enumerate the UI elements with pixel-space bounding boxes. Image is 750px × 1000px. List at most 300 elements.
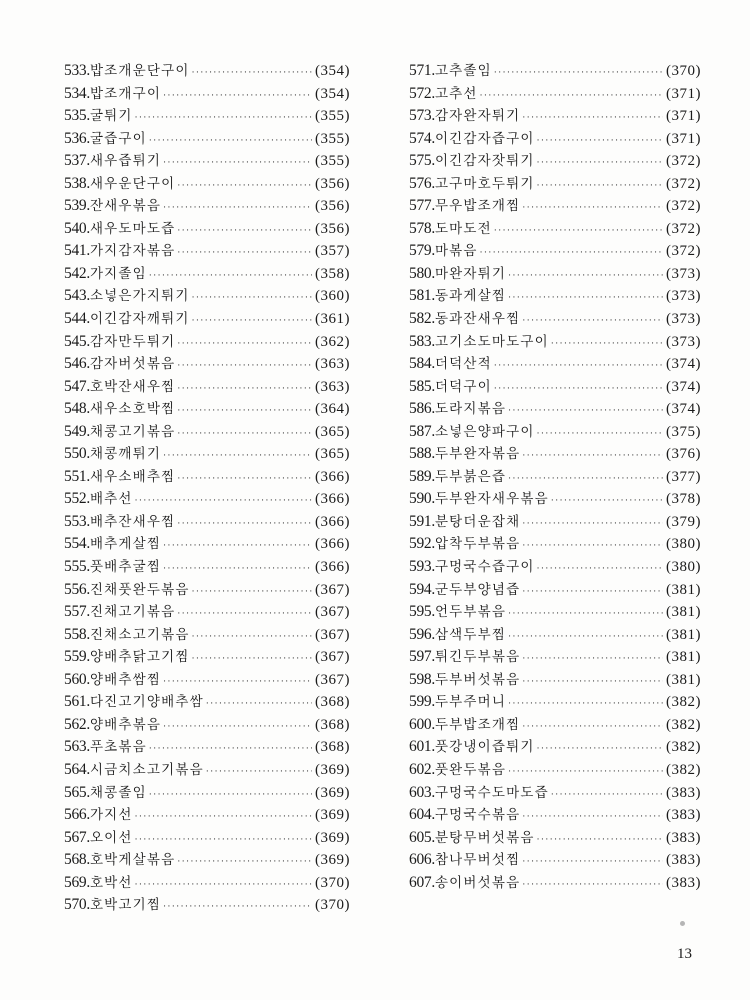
dot-leader [135, 829, 312, 852]
toc-entry [409, 331, 701, 354]
entry-number: 560. [64, 670, 90, 688]
entry-number: 574. [409, 129, 435, 147]
entry-page: (382) [666, 694, 701, 711]
dot-leader [135, 874, 312, 897]
entry-title: 진채고기볶음 [89, 604, 176, 621]
entry-page: (362) [315, 333, 350, 350]
toc-entry [409, 691, 701, 714]
entry-page: (381) [666, 671, 701, 688]
toc-entry [64, 285, 350, 308]
entry-page: (367) [315, 649, 350, 666]
toc-entry [64, 759, 350, 782]
entry-title: 채콩졸임 [89, 784, 147, 801]
entry-page: (367) [315, 671, 350, 688]
entry-title: 무우밥조개찜 [434, 198, 521, 215]
dot-leader [522, 107, 663, 130]
entry-page: (354) [315, 63, 350, 79]
toc-entry [64, 308, 350, 331]
dot-leader [508, 468, 663, 491]
entry-number: 605. [409, 828, 435, 846]
entry-number: 600. [409, 715, 435, 733]
dot-leader [508, 693, 663, 716]
entry-number: 547. [64, 377, 90, 395]
dot-leader [206, 761, 312, 784]
entry-number: 593. [409, 558, 435, 576]
dot-leader [508, 265, 663, 288]
dot-leader [192, 581, 312, 604]
entry-title: 채콩깨튀기 [89, 446, 162, 463]
entry-page: (372) [666, 220, 701, 237]
entry-page: (373) [666, 288, 701, 305]
entry-page: (355) [315, 108, 350, 125]
entry-title: 배추잔새우찜 [89, 513, 176, 530]
toc-entry [409, 601, 701, 624]
dot-leader [177, 513, 312, 536]
toc-entry [64, 736, 350, 759]
entry-number: 533. [64, 62, 90, 79]
entry-page: (374) [666, 401, 701, 418]
dot-leader [149, 738, 312, 761]
toc-entry [64, 173, 350, 196]
entry-page: (363) [315, 356, 350, 373]
dot-leader [494, 378, 663, 401]
dot-leader [149, 130, 312, 153]
entry-title: 배추선 [89, 491, 133, 508]
dot-leader [163, 716, 312, 739]
entry-page: (382) [666, 716, 701, 733]
entry-page: (356) [315, 198, 350, 215]
entry-page: (371) [666, 85, 701, 102]
entry-title: 소넣은가지튀기 [89, 288, 190, 305]
toc-entry [409, 714, 701, 737]
entry-title: 도마도전 [434, 220, 492, 237]
toc-entry [64, 601, 350, 624]
entry-page: (366) [315, 491, 350, 508]
entry-number: 561. [64, 693, 90, 711]
toc-entry [409, 421, 701, 444]
toc-entry [409, 376, 701, 399]
entry-title: 두부주머니 [434, 694, 507, 711]
entry-page: (369) [315, 784, 350, 801]
entry-title: 밥조개구이 [89, 85, 162, 102]
toc-entry [64, 240, 350, 263]
dot-leader [163, 152, 312, 175]
toc-entry [64, 646, 350, 669]
toc-entry [409, 466, 701, 489]
entry-page: (355) [315, 130, 350, 147]
toc-left-column [64, 60, 350, 917]
entry-number: 568. [64, 851, 90, 869]
dot-leader [163, 85, 312, 108]
print-speck [680, 921, 685, 926]
entry-page: (380) [666, 536, 701, 553]
entry-number: 601. [409, 738, 435, 756]
toc-entry [64, 691, 350, 714]
entry-title: 호박선 [89, 874, 133, 891]
entry-page: (374) [666, 356, 701, 373]
toc-entry [64, 263, 350, 286]
entry-number: 552. [64, 490, 90, 508]
toc-entry [64, 827, 350, 850]
entry-title: 압착두부볶음 [434, 536, 521, 553]
dot-leader [192, 287, 312, 310]
toc-entry [409, 804, 701, 827]
dot-leader [177, 378, 312, 401]
entry-page: (383) [666, 852, 701, 869]
toc-entry [64, 331, 350, 354]
toc-entry [409, 556, 701, 579]
entry-number: 603. [409, 783, 435, 801]
dot-leader [522, 648, 663, 671]
entry-title: 언두부볶음 [434, 604, 507, 621]
entry-title: 새우소호박찜 [89, 401, 176, 418]
entry-page: (372) [666, 153, 701, 170]
dot-leader [177, 423, 312, 446]
toc-entry [64, 511, 350, 534]
dot-leader [494, 62, 663, 85]
entry-number: 604. [409, 806, 435, 824]
entry-title: 양배추볶음 [89, 716, 162, 733]
entry-title: 굴튀기 [89, 108, 133, 125]
entry-title: 가지선 [89, 807, 133, 824]
dot-leader [522, 671, 663, 694]
entry-page: (369) [315, 807, 350, 824]
dot-leader [163, 558, 312, 581]
dot-leader [508, 603, 663, 626]
entry-number: 539. [64, 197, 90, 215]
entry-title: 튀긴두부볶음 [434, 649, 521, 666]
entry-number: 572. [409, 84, 435, 102]
entry-number: 583. [409, 332, 435, 350]
entry-page: (367) [315, 626, 350, 643]
toc-entry [64, 714, 350, 737]
dot-leader [537, 738, 663, 761]
entry-title: 새우도마도즙 [89, 220, 176, 237]
entry-page: (376) [666, 446, 701, 463]
entry-title: 새우즙튀기 [89, 153, 162, 170]
toc-entry [409, 624, 701, 647]
entry-page: (372) [666, 198, 701, 215]
entry-number: 606. [409, 851, 435, 869]
entry-number: 535. [64, 107, 90, 125]
entry-title: 호박고기찜 [89, 897, 162, 914]
entry-title: 감자완자튀기 [434, 108, 521, 125]
toc-entry [64, 218, 350, 241]
entry-page: (360) [315, 288, 350, 305]
toc-entry [409, 240, 701, 263]
entry-number: 569. [64, 873, 90, 891]
entry-title: 참나무버섯찜 [434, 852, 521, 869]
toc-entry [409, 218, 701, 241]
toc-entry [64, 872, 350, 895]
entry-number: 538. [64, 174, 90, 192]
entry-title: 다진고기양배추쌈 [89, 694, 204, 711]
toc-right-column [409, 60, 701, 894]
entry-title: 두부완자새우볶음 [434, 491, 549, 508]
entry-title: 새우운단구이 [89, 175, 176, 192]
entry-page: (374) [666, 378, 701, 395]
toc-entry [409, 849, 701, 872]
dot-leader [522, 716, 663, 739]
dot-leader [192, 626, 312, 649]
entry-page: (370) [666, 63, 701, 79]
toc-entry [409, 533, 701, 556]
entry-page: (378) [666, 491, 701, 508]
entry-page: (356) [315, 175, 350, 192]
dot-leader [192, 310, 312, 333]
entry-title: 고추졸임 [434, 63, 492, 79]
entry-page: (381) [666, 581, 701, 598]
entry-page: (369) [315, 761, 350, 778]
entry-page: (383) [666, 784, 701, 801]
entry-number: 579. [409, 242, 435, 260]
dot-leader [537, 558, 663, 581]
dot-leader [522, 874, 663, 897]
toc-entry [409, 105, 701, 128]
toc-entry [64, 83, 350, 106]
entry-page: (366) [315, 559, 350, 576]
toc-entry [409, 669, 701, 692]
entry-number: 559. [64, 648, 90, 666]
entry-number: 549. [64, 422, 90, 440]
toc-entry [409, 308, 701, 331]
entry-title: 분탕더운잡채 [434, 513, 521, 530]
entry-page: (375) [666, 423, 701, 440]
entry-page: (372) [666, 243, 701, 260]
entry-title: 진채풋완두볶음 [89, 581, 190, 598]
dot-leader [149, 784, 312, 807]
dot-leader [494, 355, 663, 378]
entry-title: 동과잔새우찜 [434, 311, 521, 328]
entry-title: 호박게살볶음 [89, 852, 176, 869]
entry-number: 558. [64, 625, 90, 643]
entry-page: (366) [315, 513, 350, 530]
entry-title: 이긴감자즙구이 [434, 130, 535, 147]
entry-number: 575. [409, 152, 435, 170]
toc-entry [64, 782, 350, 805]
toc-entry [64, 488, 350, 511]
entry-number: 543. [64, 287, 90, 305]
entry-number: 544. [64, 310, 90, 328]
dot-leader [551, 784, 663, 807]
entry-title: 풋완두볶음 [434, 761, 507, 778]
dot-leader [177, 400, 312, 423]
entry-title: 푸초볶음 [89, 739, 147, 756]
entry-number: 564. [64, 760, 90, 778]
entry-page: (361) [315, 311, 350, 328]
entry-title: 양배추닭고기찜 [89, 649, 190, 666]
entry-number: 557. [64, 603, 90, 621]
toc-entry [64, 624, 350, 647]
toc-entry [409, 488, 701, 511]
entry-page: (371) [666, 130, 701, 147]
entry-number: 553. [64, 512, 90, 530]
entry-page: (368) [315, 694, 350, 711]
entry-number: 599. [409, 693, 435, 711]
entry-title: 밥조개운단구이 [89, 63, 190, 79]
entry-page: (357) [315, 243, 350, 260]
toc-entry [64, 669, 350, 692]
entry-page: (381) [666, 604, 701, 621]
entry-page: (377) [666, 468, 701, 485]
entry-title: 풋배추굴찜 [89, 559, 162, 576]
dot-leader [163, 535, 312, 558]
entry-number: 578. [409, 219, 435, 237]
entry-page: (373) [666, 311, 701, 328]
entry-number: 562. [64, 715, 90, 733]
entry-title: 감자버섯볶음 [89, 356, 176, 373]
entry-page: (383) [666, 829, 701, 846]
entry-page: (356) [315, 220, 350, 237]
dot-leader [494, 220, 663, 243]
entry-title: 이긴감자잣튀기 [434, 153, 535, 170]
entry-page: (367) [315, 604, 350, 621]
dot-leader [522, 581, 663, 604]
toc-entry [409, 128, 701, 151]
entry-title: 더덕구이 [434, 378, 492, 395]
entry-title: 이긴감자깨튀기 [89, 311, 190, 328]
toc-entry [409, 782, 701, 805]
entry-page: (370) [315, 874, 350, 891]
dot-leader [537, 829, 663, 852]
entry-number: 551. [64, 467, 90, 485]
dot-leader [177, 355, 312, 378]
toc-entry [64, 443, 350, 466]
entry-title: 채콩고기볶음 [89, 423, 176, 440]
entry-number: 563. [64, 738, 90, 756]
toc-entry [64, 376, 350, 399]
page-number: 13 [677, 946, 692, 962]
entry-number: 570. [64, 896, 90, 914]
toc-entry [409, 759, 701, 782]
dot-leader [177, 851, 312, 874]
dot-leader [537, 152, 663, 175]
entry-page: (371) [666, 108, 701, 125]
entry-title: 두부밥조개찜 [434, 716, 521, 733]
entry-page: (365) [315, 423, 350, 440]
toc-entry [64, 849, 350, 872]
dot-leader [163, 671, 312, 694]
dot-leader [480, 242, 663, 265]
entry-page: (373) [666, 265, 701, 282]
entry-page: (363) [315, 378, 350, 395]
entry-page: (382) [666, 761, 701, 778]
entry-page: (383) [666, 807, 701, 824]
dot-leader [522, 535, 663, 558]
dot-leader [135, 806, 312, 829]
toc-entry [64, 128, 350, 151]
entry-title: 두부완자볶음 [434, 446, 521, 463]
toc-entry [64, 466, 350, 489]
dot-leader [177, 333, 312, 356]
dot-leader [177, 242, 312, 265]
entry-number: 592. [409, 535, 435, 553]
dot-leader [508, 761, 663, 784]
toc-entry [409, 263, 701, 286]
entry-number: 536. [64, 129, 90, 147]
dot-leader [522, 445, 663, 468]
entry-title: 동과게살찜 [434, 288, 507, 305]
entry-page: (366) [315, 468, 350, 485]
entry-page: (358) [315, 265, 350, 282]
entry-number: 586. [409, 400, 435, 418]
toc-entry [409, 511, 701, 534]
toc-entry [64, 556, 350, 579]
toc-entry [64, 60, 350, 83]
dot-leader [177, 468, 312, 491]
entry-title: 배추게살찜 [89, 536, 162, 553]
toc-entry [409, 646, 701, 669]
entry-number: 541. [64, 242, 90, 260]
entry-number: 589. [409, 467, 435, 485]
entry-title: 두부붉은즙 [434, 468, 507, 485]
toc-entry [409, 872, 701, 895]
entry-number: 607. [409, 873, 435, 891]
entry-title: 삼색두부찜 [434, 626, 507, 643]
toc-entry [64, 533, 350, 556]
entry-number: 542. [64, 264, 90, 282]
entry-page: (381) [666, 626, 701, 643]
entry-title: 구멍국수도마도즙 [434, 784, 549, 801]
entry-title: 가지졸임 [89, 265, 147, 282]
dot-leader [163, 896, 312, 919]
entry-title: 시금치소고기볶음 [89, 761, 204, 778]
entry-title: 군두부양념즙 [434, 581, 521, 598]
dot-leader [551, 490, 663, 513]
entry-page: (367) [315, 581, 350, 598]
entry-title: 구멍국수볶음 [434, 807, 521, 824]
entry-number: 534. [64, 84, 90, 102]
entry-number: 596. [409, 625, 435, 643]
entry-title: 고기소도마도구이 [434, 333, 549, 350]
toc-entry [409, 398, 701, 421]
entry-page: (365) [315, 446, 350, 463]
dot-leader [163, 197, 312, 220]
dot-leader [522, 806, 663, 829]
dot-leader [551, 333, 663, 356]
entry-number: 584. [409, 355, 435, 373]
entry-title: 구멍국수즙구이 [434, 559, 535, 576]
entry-number: 555. [64, 558, 90, 576]
dot-leader [135, 490, 312, 513]
entry-number: 597. [409, 648, 435, 666]
dot-leader [177, 175, 312, 198]
entry-number: 546. [64, 355, 90, 373]
entry-page: (368) [315, 739, 350, 756]
entry-title: 마완자튀기 [434, 265, 507, 282]
entry-title: 송이버섯볶음 [434, 874, 521, 891]
dot-leader [192, 62, 312, 85]
entry-number: 581. [409, 287, 435, 305]
entry-number: 556. [64, 580, 90, 598]
entry-number: 591. [409, 512, 435, 530]
dot-leader [537, 175, 663, 198]
entry-title: 마볶음 [434, 243, 478, 260]
toc-entry [64, 353, 350, 376]
toc-entry [64, 421, 350, 444]
entry-number: 540. [64, 219, 90, 237]
entry-number: 598. [409, 670, 435, 688]
entry-title: 잔새우볶음 [89, 198, 162, 215]
entry-page: (354) [315, 85, 350, 102]
entry-title: 오이선 [89, 829, 133, 846]
dot-leader [135, 107, 312, 130]
dot-leader [206, 693, 312, 716]
entry-page: (379) [666, 513, 701, 530]
entry-title: 새우소배추찜 [89, 468, 176, 485]
entry-title: 도라지볶음 [434, 401, 507, 418]
entry-title: 분탕무버섯볶음 [434, 829, 535, 846]
